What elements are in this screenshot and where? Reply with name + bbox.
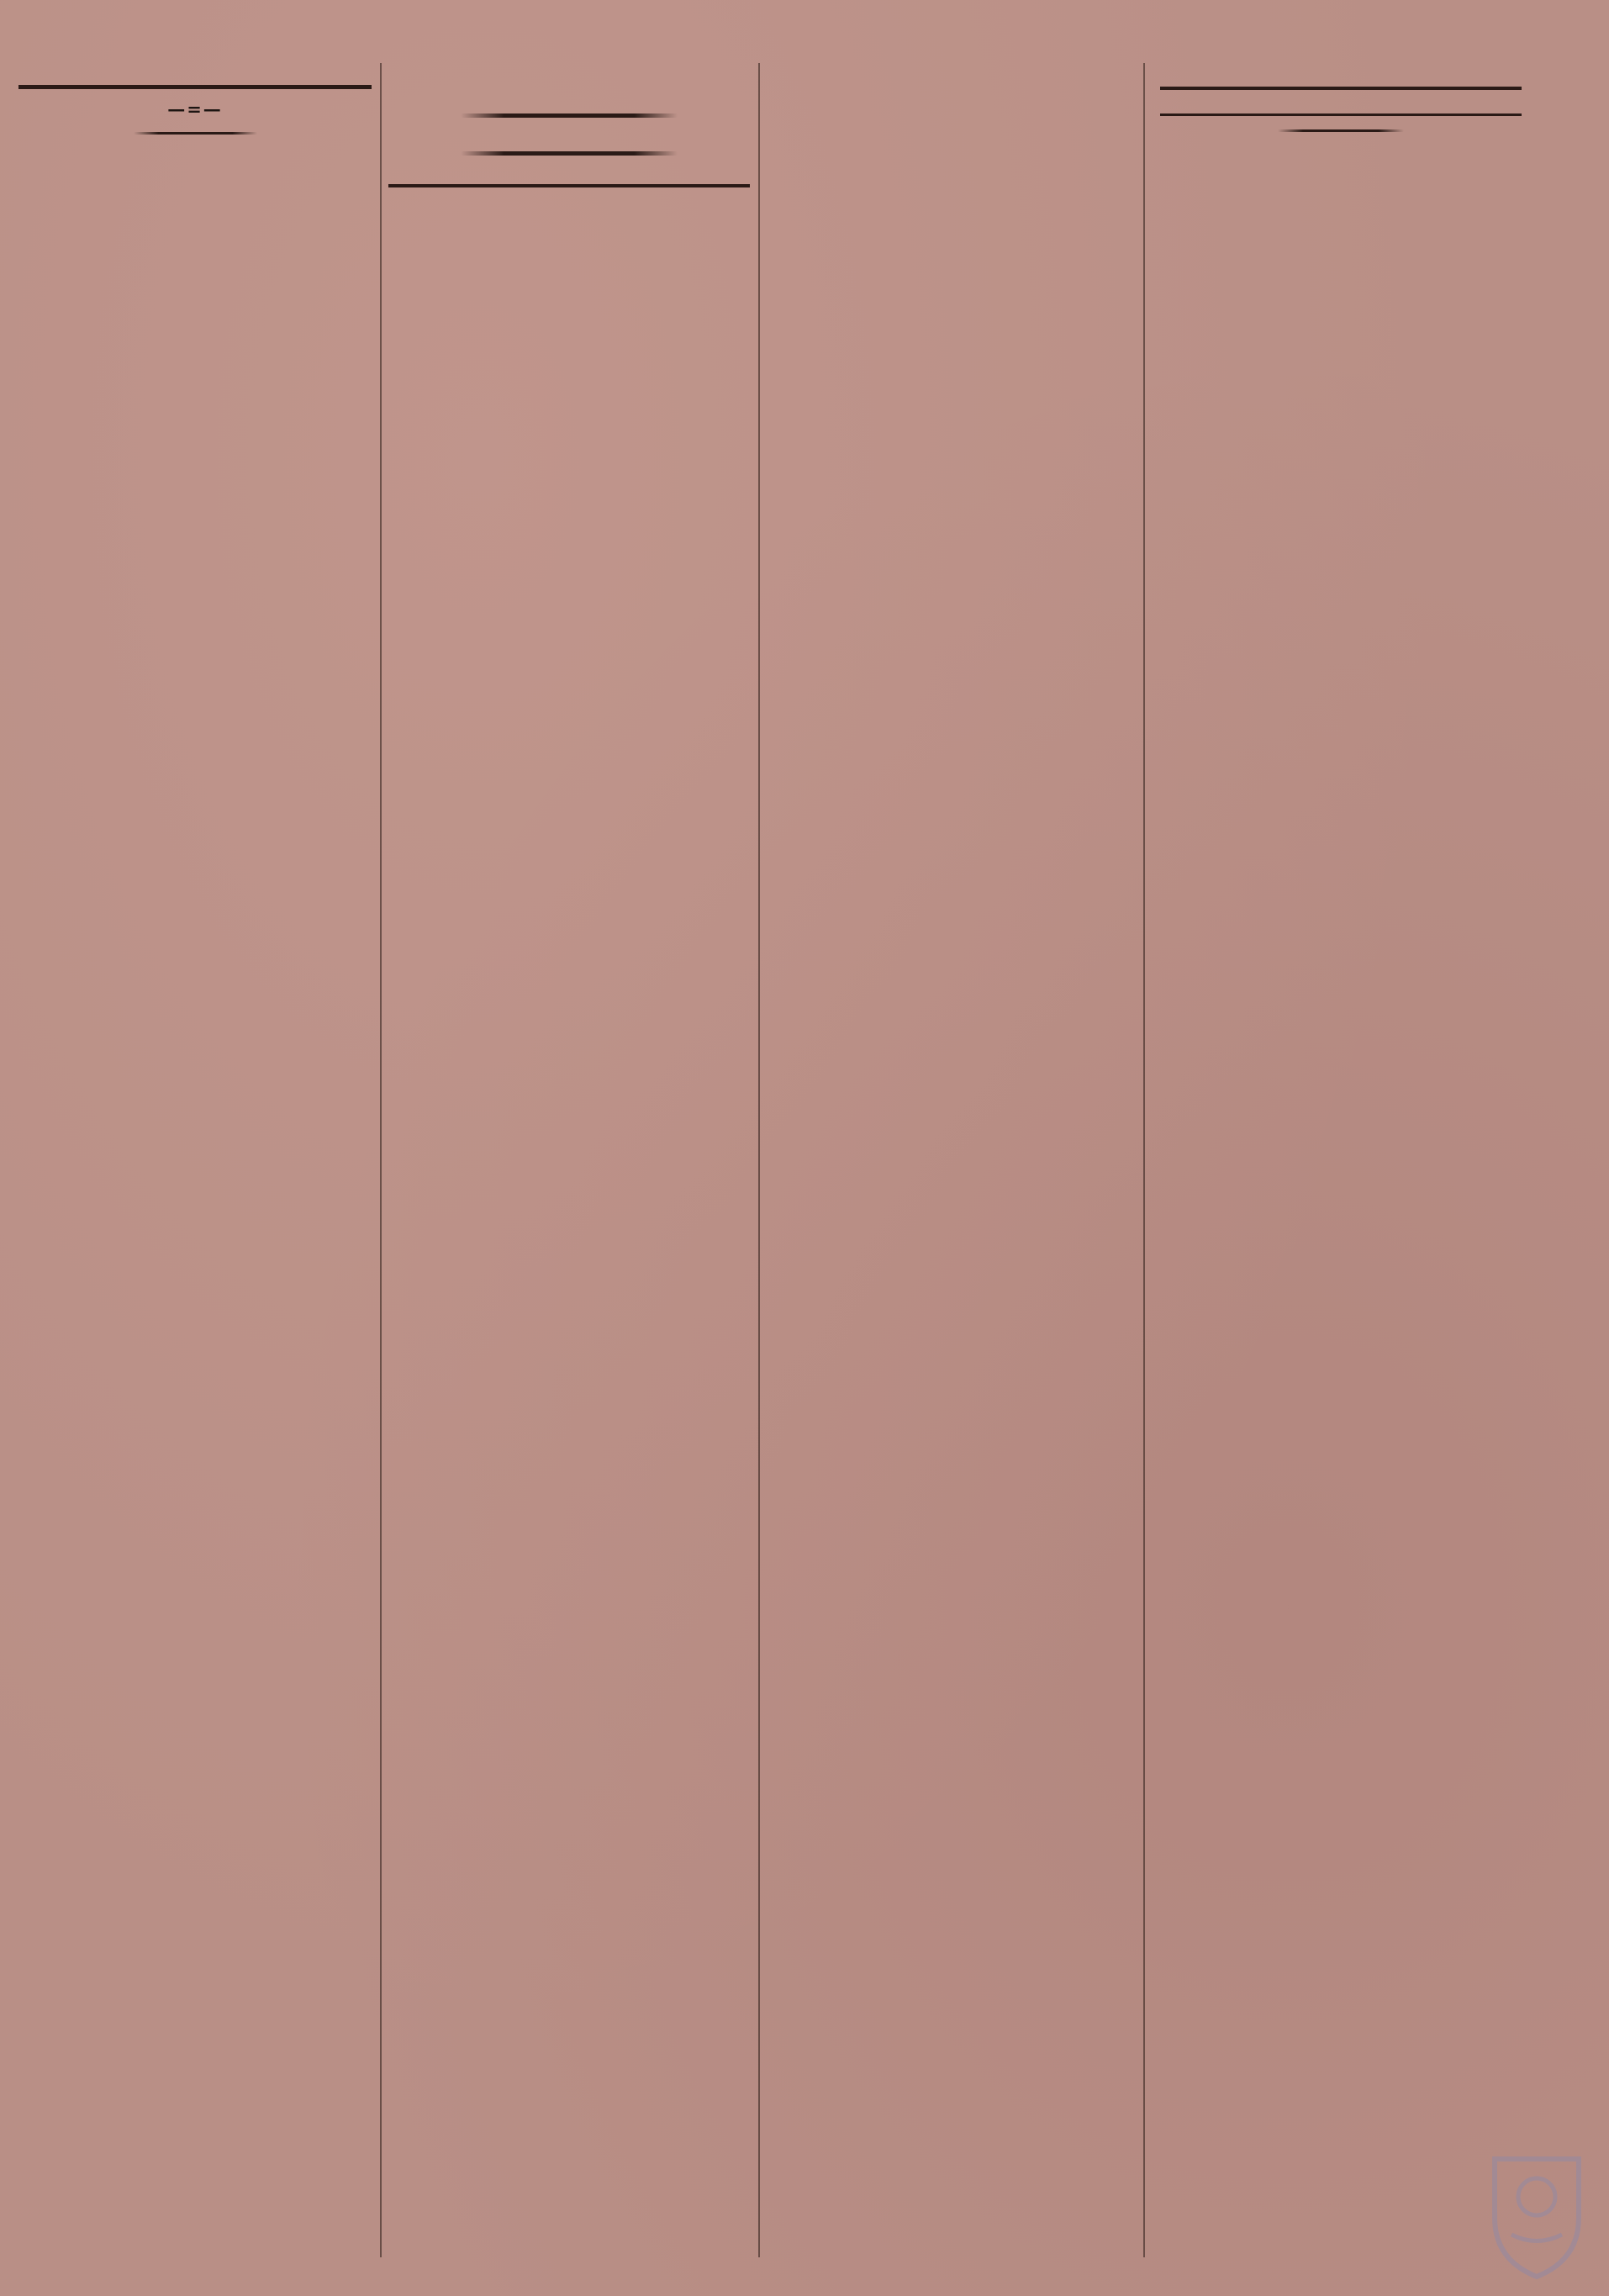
column-rule — [1143, 63, 1145, 2257]
divider — [1160, 87, 1522, 90]
heading-dash: —=— — [167, 98, 223, 119]
divider — [134, 132, 257, 135]
column-2 — [388, 80, 750, 209]
column-rule — [758, 63, 760, 2257]
column-1 — [18, 80, 372, 146]
archive-stamp-icon — [1478, 2142, 1596, 2285]
column-rule — [380, 63, 382, 2257]
column-3 — [767, 80, 1128, 88]
divider — [388, 184, 750, 187]
column-4 — [1160, 80, 1522, 144]
divider — [461, 113, 678, 118]
divider — [461, 151, 678, 156]
divider — [1160, 113, 1522, 116]
divider — [1278, 129, 1405, 132]
divider — [18, 85, 372, 89]
